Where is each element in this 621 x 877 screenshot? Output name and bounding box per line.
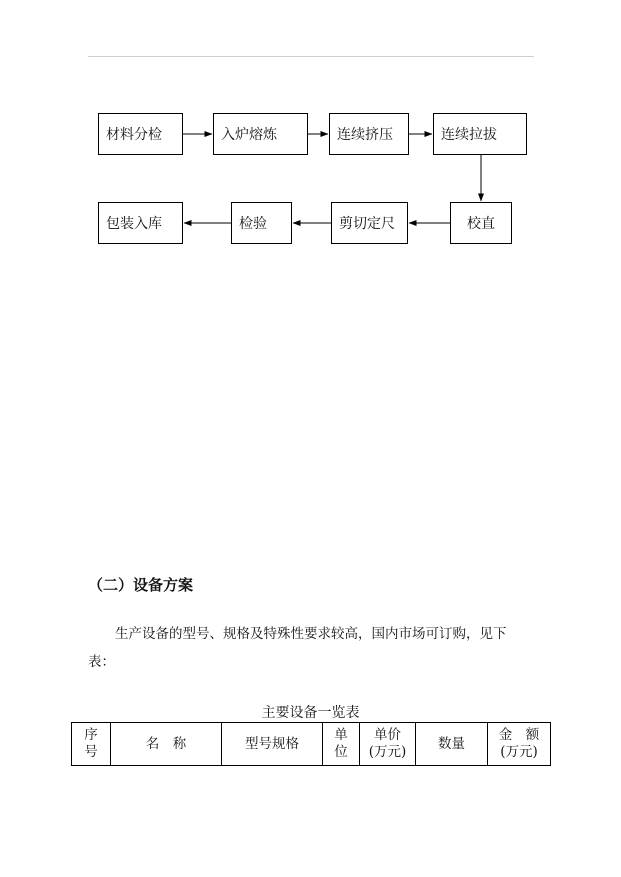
header-unit: 单 位 [323,723,360,766]
flow-step-furnace-smelting: 入炉熔炼 [213,113,308,155]
section-title: （二）设备方案 [88,576,194,594]
flow-step-straightening: 校直 [450,202,512,244]
header-amount: 金 额 (万元) [488,723,551,766]
flow-step-packaging-storage: 包装入库 [98,202,183,244]
header-unit-price: 单价 (万元) [360,723,416,766]
section-paragraph: 生产设备的型号、规格及特殊性要求较高，国内市场可订购，见下表： [88,626,507,670]
header-model-spec: 型号规格 [222,723,323,766]
flow-step-cut-to-length: 剪切定尺 [331,202,408,244]
equipment-table [71,722,551,766]
flow-step-continuous-drawing: 连续拉拔 [433,113,527,155]
header-quantity: 数量 [416,723,488,766]
flow-step-material-sorting: 材料分检 [98,113,183,155]
table-header-row [72,723,551,766]
table-caption: 主要设备一览表 [261,705,360,721]
flow-step-inspection: 检验 [231,202,292,244]
header-serial-number: 序 号 [72,723,111,766]
flow-step-continuous-extrusion: 连续挤压 [329,113,409,155]
header-name: 名 称 [111,723,222,766]
